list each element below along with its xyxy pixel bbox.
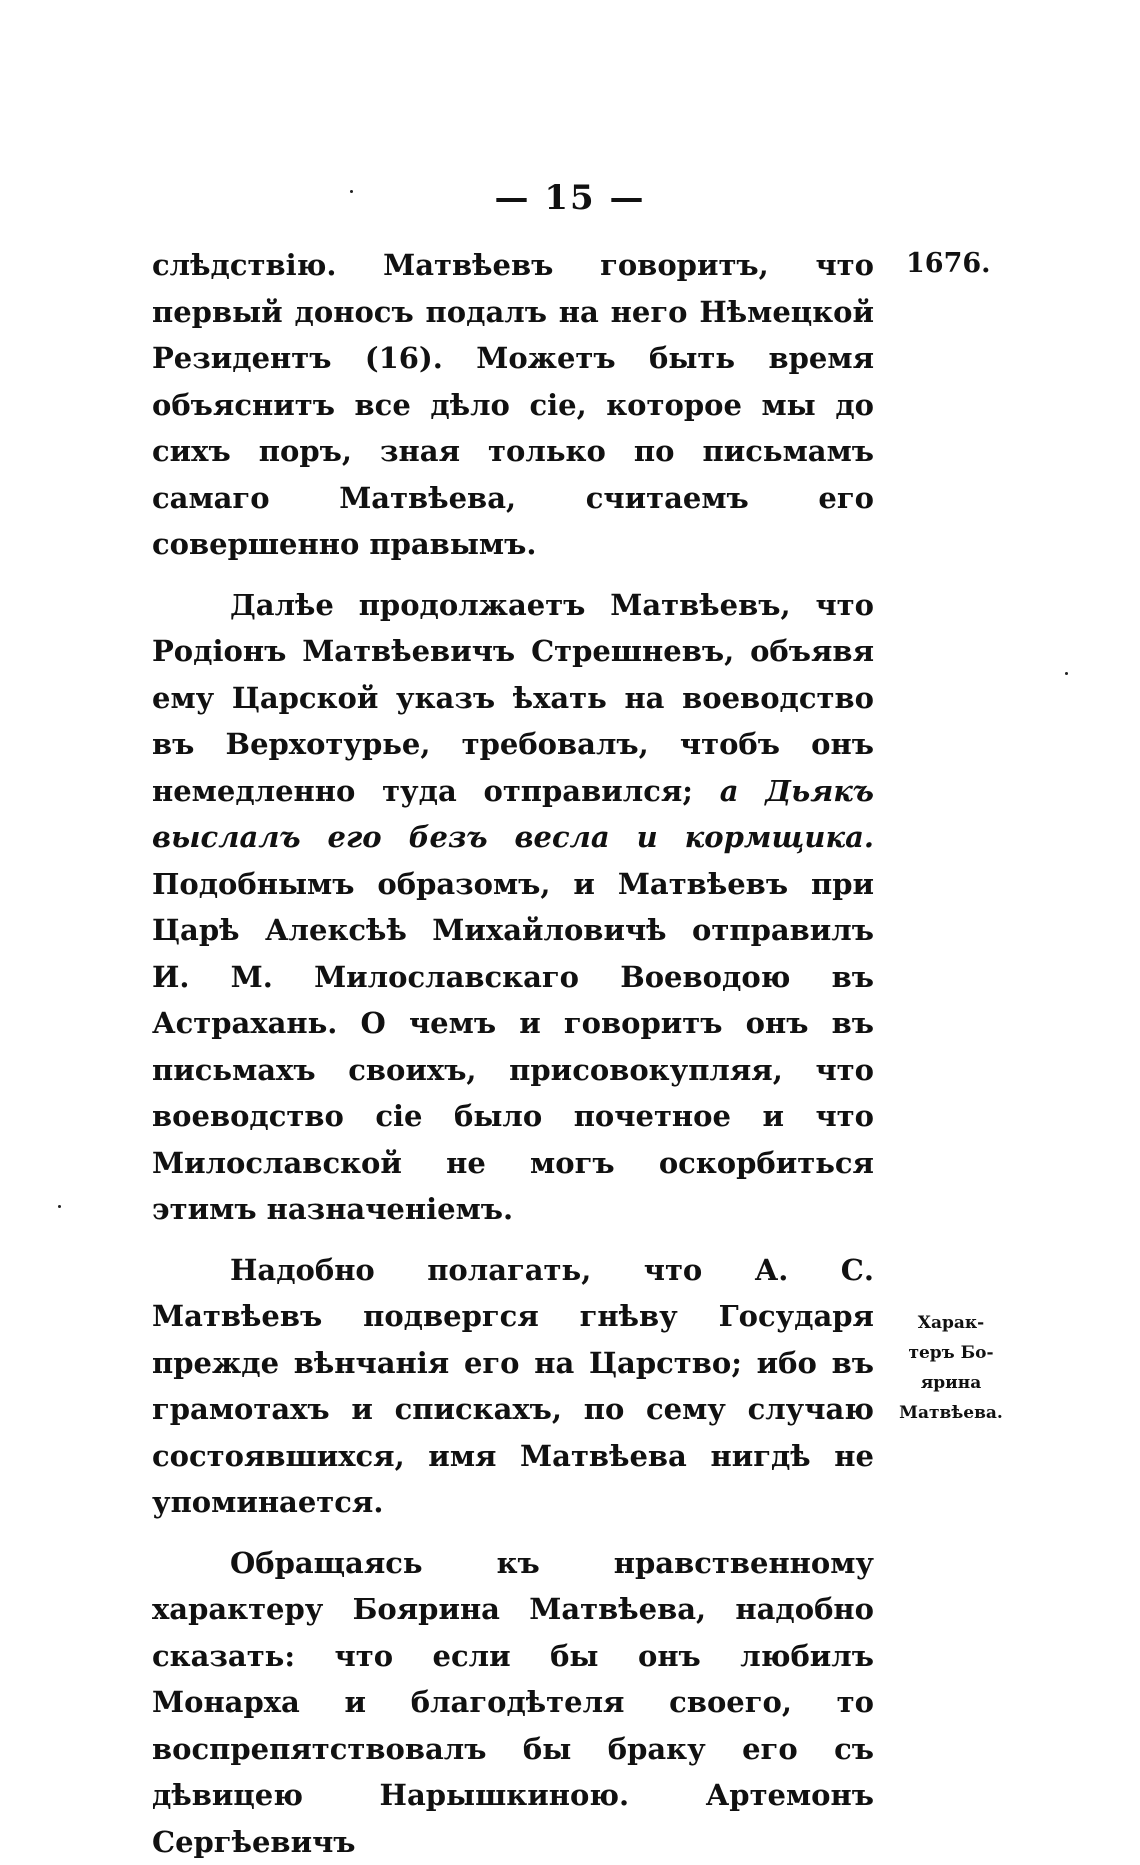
main-text bbox=[152, 242, 874, 1865]
margin-note-line: Харак- bbox=[892, 1308, 1010, 1338]
page-number: — 15 — bbox=[0, 178, 1140, 218]
speck-mark bbox=[1065, 672, 1068, 675]
margin-year: 1676. bbox=[906, 248, 991, 279]
margin-note-line: Матвѣева. bbox=[892, 1398, 1010, 1428]
speck-mark bbox=[58, 1205, 61, 1208]
paragraph-2-text: Далѣе продолжаетъ Матвѣевъ, что Родіонъ Матвѣевичъ Стрешневъ, объявя ему Царской указъ ѣхать на воеводство въ Верхотурье, требовалъ, чтобъ онъ немедленно туда отправился; bbox=[152, 588, 874, 808]
paragraph-1: слѣдствію. Матвѣевъ говоритъ, что первый доносъ подалъ на него Нѣмецкой Резидентъ (16). Можетъ быть время объяснитъ все дѣло сіе, которое мы до сихъ поръ, зная только по письмамъ самаго Матвѣева, считаемъ его совершенно правымъ. bbox=[152, 242, 874, 568]
paragraph-4: Обращаясь къ нравственному характеру Боярина Матвѣева, надобно сказать: что если бы онъ любилъ Монарха и благодѣтеля своего, то воспрепятствовалъ бы браку его съ дѣвицею Нарышкиною. Артемонъ Сергѣевичъ bbox=[152, 1540, 874, 1865]
paragraph-2-text-cont: Подобнымъ образомъ, и Матвѣевъ при Царѣ Алексѣѣ Михайловичѣ отправилъ И. М. Милославскаго Воеводою въ Астрахань. О чемъ и говоритъ онъ въ письмахъ своихъ, присовокупляя, что воеводство сіе было почетное и что Милославской не могъ оскорбиться этимъ назначеніемъ. bbox=[152, 867, 874, 1227]
paragraph-2-italic: а Дьякъ выслалъ его безъ весла и кормщика. bbox=[152, 774, 874, 855]
paragraph-2 bbox=[152, 582, 874, 1233]
margin-note-line: теръ Бо- bbox=[892, 1338, 1010, 1368]
margin-note-line: ярина bbox=[892, 1368, 1010, 1398]
speck-mark bbox=[350, 190, 353, 193]
paragraph-3: Надобно полагать, что А. С. Матвѣевъ подвергся гнѣву Государя прежде вѣнчанія его на Царство; ибо въ грамотахъ и спискахъ, по сему случаю состоявшихся, имя Матвѣева нигдѣ не упоминается. bbox=[152, 1247, 874, 1526]
margin-note bbox=[892, 1308, 1010, 1428]
